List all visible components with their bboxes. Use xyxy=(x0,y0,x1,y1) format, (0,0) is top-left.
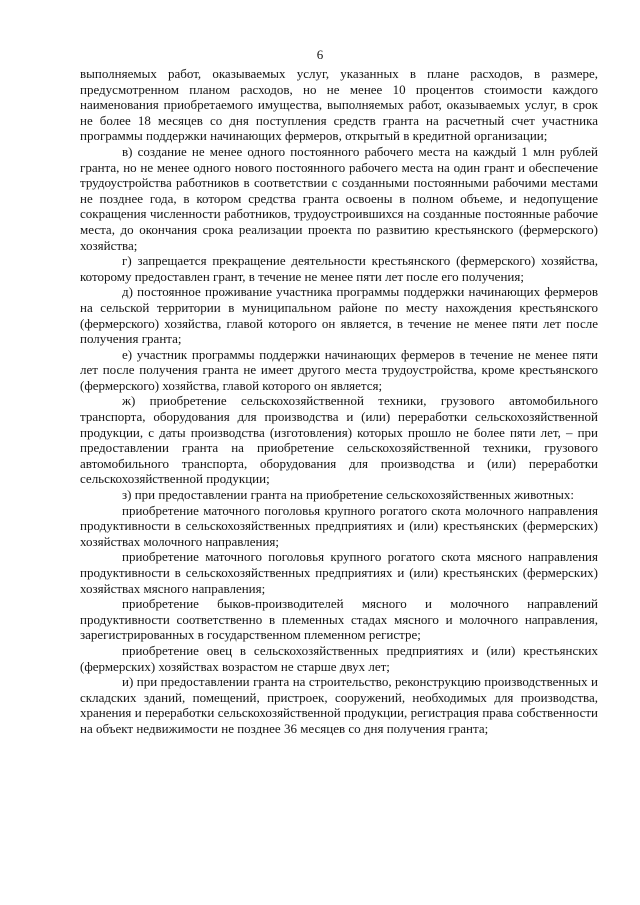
paragraph-item-g: г) запрещается прекращение деятельности крестьянского (фермерского) хозяйства, которому предоставлен грант, в течение не менее пяти лет после его получения; xyxy=(80,253,598,284)
paragraph-sheep: приобретение овец в сельскохозяйственных предприятиях и (или) крестьянских (фермерских) хозяйствах возрастом не старше двух лет; xyxy=(80,642,598,674)
paragraph-item-i: и) при предоставлении гранта на строительство, реконструкцию производственных и складских зданий, помещений, пристроек, сооружений, необходимых для производства, хранения и переработки сельскохозяйственной продукции, регистрация права собственности на объект недвижимости не позднее 36 месяцев со дня получения гранта; xyxy=(80,674,598,736)
page-number: 6 xyxy=(316,47,324,62)
paragraph-item-d: д) постоянное проживание участника программы поддержки начинающих фермеров на сельской территории в муниципальном районе по месту нахождения крестьянского (фермерского) хозяйства, главой которого он является, в течение не менее пяти лет после получения гранта; xyxy=(80,284,598,347)
paragraph-item-z: з) при предоставлении гранта на приобретение сельскохозяйственных животных: xyxy=(122,487,574,503)
document-text xyxy=(80,66,598,737)
paragraph-continuation: выполняемых работ, оказываемых услуг, указанных в плане расходов, в размере, предусмотренном планом расходов, но не менее 10 процентов стоимости каждого наименования приобретаемого имущества, выполняемых работ, оказываемых услуг, в срок не более 18 месяцев со дня поступления средств гранта на расчетный счет участника программы поддержки начинающих фермеров, открытый в кредитной организации; xyxy=(80,66,598,144)
paragraph-item-v: в) создание не менее одного постоянного рабочего места на каждый 1 млн рублей гранта, но не менее одного нового постоянного рабочего места на один грант и обеспечение трудоустройства работников в соответствии с созданными постоянными рабочими местами не позднее года, в котором средства гранта освоены в полном объеме, и недопущение сокращения численности работников, трудоустроившихся на созданные постоянные рабочие места, до окончания срока реализации проекта по развитию крестьянского (фермерского) хозяйства; xyxy=(80,143,598,253)
paragraph-item-zh: ж) приобретение сельскохозяйственной техники, грузового автомобильного транспорта, оборудования для производства и (или) переработки сельскохозяйственной продукции, с даты производства (изготовления) которых прошло не более пяти лет, – при предоставлении гранта на приобретение сельскохозяйственной техники, грузового автомобильного транспорта, оборудования для производства и (или) переработки сельскохозяйственной продукции; xyxy=(80,393,598,487)
paragraph-beef-cattle: приобретение маточного поголовья крупного рогатого скота мясного направления продуктивности в сельскохозяйственных предприятиях и (или) крестьянских (фермерских) хозяйствах мясного направления; xyxy=(80,549,598,596)
paragraph-dairy-cattle: приобретение маточного поголовья крупного рогатого скота молочного направления продуктивности в сельскохозяйственных предприятиях и (или) крестьянских (фермерских) хозяйствах молочного направления; xyxy=(80,502,598,549)
paragraph-bulls: приобретение быков-производителей мясного и молочного направлений продуктивности соответственно в племенных стадах мясного и молочного направления, зарегистрированных в государственном племенном регистре; xyxy=(80,596,598,643)
paragraph-item-e: е) участник программы поддержки начинающих фермеров в течение не менее пяти лет после получения гранта не имеет другого места трудоустройства, кроме крестьянского (фермерского) хозяйства, главой которого он является; xyxy=(80,346,598,393)
